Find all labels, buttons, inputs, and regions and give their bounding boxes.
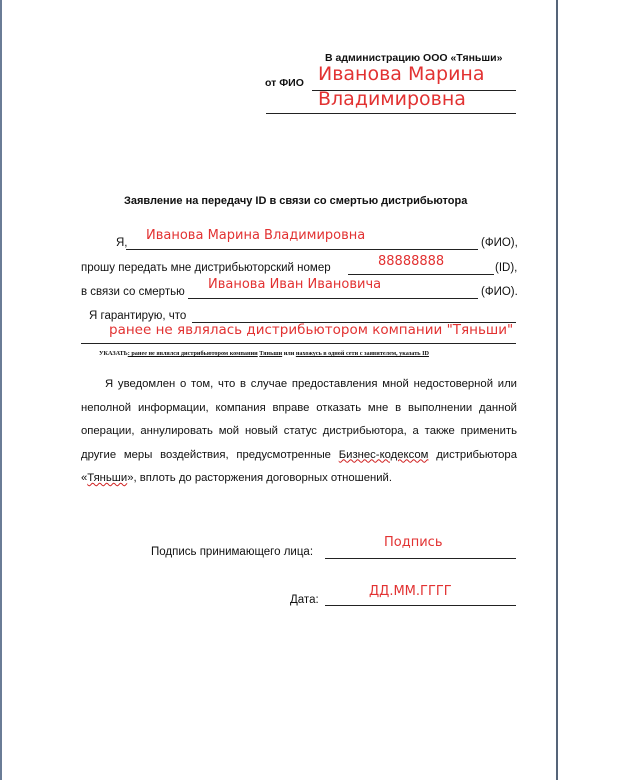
- guarantee-prefix: Я гарантирую, что: [89, 310, 187, 322]
- deceased-line: [188, 298, 478, 299]
- paragraph-company-word: Тяньши: [87, 472, 128, 484]
- note-part1: : ранее не являлся дистрибьютором компании: [127, 350, 258, 357]
- notice-paragraph: [81, 373, 517, 491]
- deceased-suffix: (ФИО).: [481, 286, 518, 298]
- deceased-prefix: в связи со смертью: [81, 286, 185, 298]
- deceased-value[interactable]: Иванова Иван Ивановича: [208, 277, 382, 292]
- paragraph-text-before: Я уведомлен о том, что в случае предоставления мной недостоверной или неполной информации, компания вправе отказать мне в выполнении данной операции, аннулировать мой новый статус дистрибьютора, а также применить другие меры воздействия, предусмотренные: [81, 378, 517, 461]
- document-title: Заявление на передачу ID в связи со смертью дистрибьютора: [124, 195, 468, 207]
- guarantee-line-2: [81, 343, 516, 344]
- signature-line: [325, 558, 516, 559]
- signature-label: Подпись принимающего лица:: [151, 546, 314, 558]
- from-line-2: [266, 113, 516, 114]
- applicant-prefix: Я,: [116, 237, 128, 249]
- date-line: [325, 605, 516, 606]
- date-value[interactable]: ДД.ММ.ГГГГ: [369, 584, 452, 599]
- date-label: Дата:: [290, 594, 319, 606]
- applicant-value[interactable]: Иванова Марина Владимировна: [146, 228, 366, 243]
- instruction-note: [99, 350, 429, 357]
- guarantee-value[interactable]: ранее не являлась дистрибьютором компании "Тяньши": [109, 322, 514, 338]
- note-label: УКАЗАТЬ: [99, 350, 128, 357]
- id-prefix: прошу передать мне дистрибьюторский номер: [81, 262, 331, 274]
- applicant-line: [126, 249, 478, 250]
- note-or: или: [283, 350, 295, 357]
- addressee-line: В администрацию ООО «Тяньши»: [325, 52, 503, 64]
- page-edge-right: [556, 0, 558, 780]
- signature-value[interactable]: Подпись: [384, 535, 443, 550]
- paragraph-text-mid: дистрибьютора «: [81, 448, 517, 484]
- paragraph-text-after: », вплоть до расторжения договорных отношений.: [127, 472, 392, 484]
- from-label: от ФИО: [265, 77, 304, 89]
- paragraph-code-word: Бизнес-кодексом: [338, 448, 429, 461]
- id-line: [348, 274, 494, 275]
- id-suffix: (ID),: [495, 262, 518, 274]
- from-value-line2[interactable]: Владимировна: [318, 88, 466, 110]
- note-part2: нахожусь в одной сети с заявителем, указать ID: [295, 350, 429, 357]
- from-value-line1[interactable]: Иванова Марина: [318, 63, 485, 85]
- id-value[interactable]: 88888888: [378, 254, 445, 269]
- note-company: Тяньши: [259, 350, 283, 357]
- applicant-suffix: (ФИО),: [481, 237, 518, 249]
